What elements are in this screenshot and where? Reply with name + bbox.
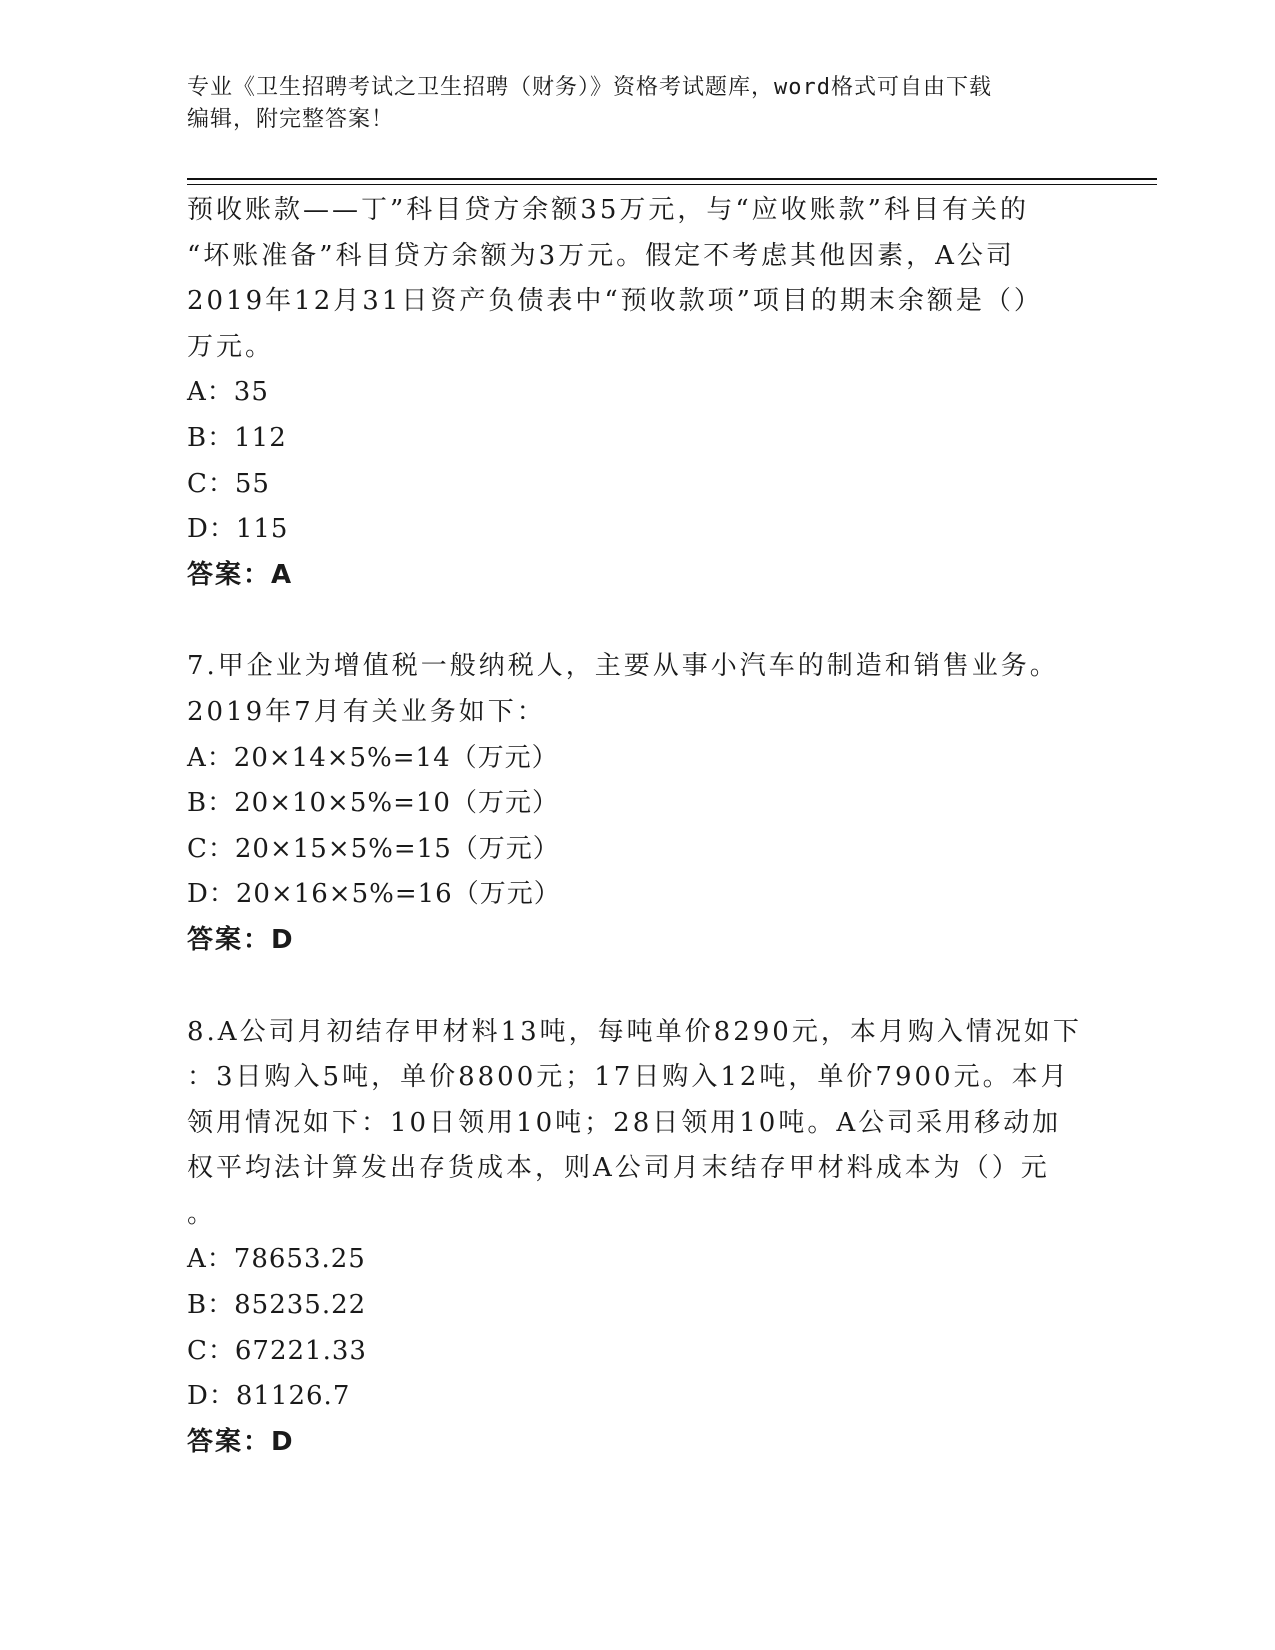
answer-label: 答案：A [187, 559, 294, 590]
option-c: C：67221.33 [187, 1335, 367, 1366]
question-8 [187, 1010, 1087, 1466]
option-c: C：20×15×5%=15（万元） [187, 833, 560, 864]
question-text-line: 2019年12月31日资产负债表中“预收款项”项目的期末余额是（） [187, 286, 1043, 317]
option-c: C：55 [187, 468, 270, 499]
option-b: B：20×10×5%=10（万元） [187, 788, 559, 819]
option-d: D：115 [187, 514, 289, 545]
question-text-line: 2019年7月有关业务如下： [187, 696, 546, 727]
header-line-1: 专业《卫生招聘考试之卫生招聘（财务）》资格考试题库，word格式可自由下载 [187, 75, 992, 100]
question-text-line: 预收账款——丁”科目贷方余额35万元，与“应收账款”科目有关的 [187, 195, 1029, 225]
question-6 [187, 188, 1087, 598]
option-a: A：35 [187, 377, 269, 408]
document-header [187, 72, 1087, 136]
question-text-line: 。 [187, 1198, 217, 1229]
option-b: B：112 [187, 422, 287, 453]
question-text-line: 领用情况如下：10日领用10吨；28日领用10吨。A公司采用移动加 [187, 1107, 1062, 1138]
question-spacer [187, 598, 1087, 644]
question-text-line: 权平均法计算发出存货成本，则A公司月末结存甲材料成本为（）元 [187, 1153, 1050, 1184]
header-rule-thin [187, 184, 1157, 185]
header-rule-thick [187, 178, 1157, 180]
question-text-line: 7.甲企业为增值税一般纳税人，主要从事小汽车的制造和销售业务。 [187, 651, 1059, 682]
question-text-line: 8.A公司月初结存甲材料13吨，每吨单价8290元，本月购入情况如下 [187, 1016, 1082, 1047]
option-b: B：85235.22 [187, 1290, 367, 1321]
header-line-2: 编辑，附完整答案！ [187, 107, 395, 132]
option-d: D：20×16×5%=16（万元） [187, 879, 561, 910]
document-body [187, 188, 1087, 1465]
option-a: A：78653.25 [187, 1244, 366, 1275]
answer-label: 答案：D [187, 924, 295, 955]
question-text-line: ：3日购入5吨，单价8800元；17日购入12吨，单价7900元。本月 [187, 1062, 1070, 1093]
question-7 [187, 644, 1087, 963]
option-a: A：20×14×5%=14（万元） [187, 742, 559, 773]
option-d: D：81126.7 [187, 1381, 351, 1412]
answer-label: 答案：D [187, 1426, 295, 1457]
question-text-line: “坏账准备”科目贷方余额为3万元。假定不考虑其他因素，A公司 [187, 240, 1015, 271]
question-spacer [187, 964, 1087, 1010]
question-text-line: 万元。 [187, 331, 275, 362]
